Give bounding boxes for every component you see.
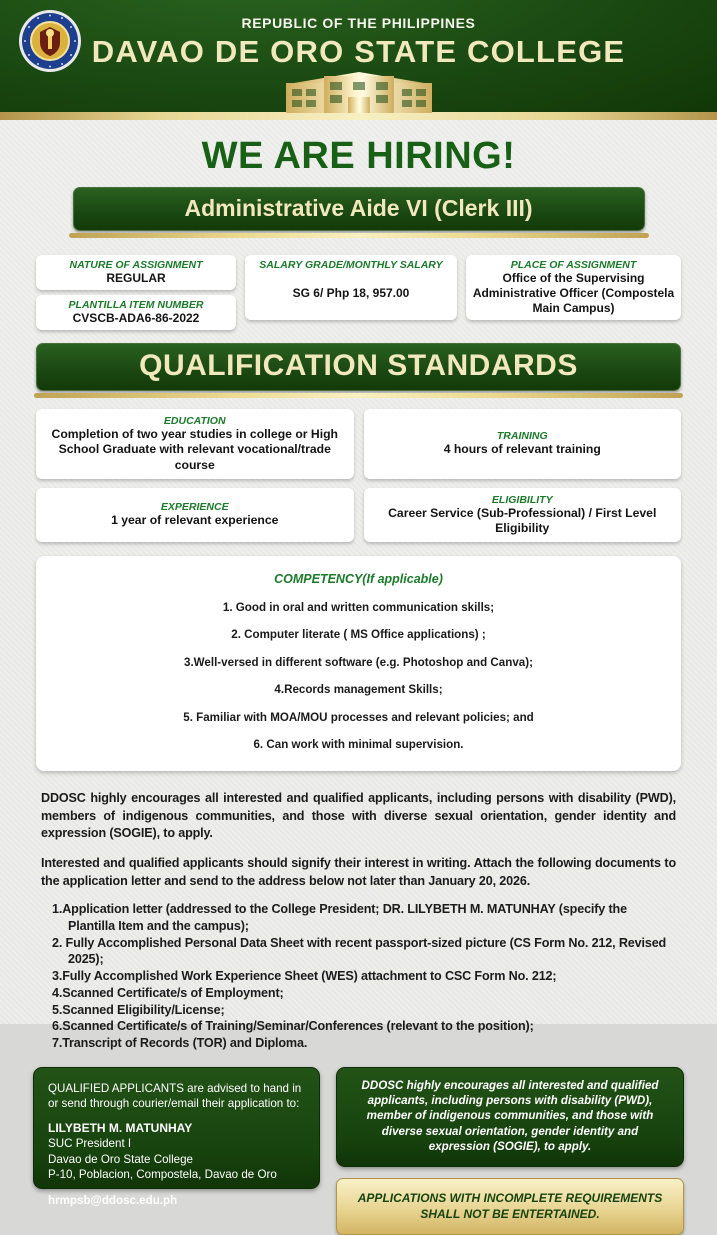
deadline-date: January 20, 2026 <box>428 873 527 888</box>
salary-grade-value: SG 6/ Php 18, 957.00 <box>292 286 410 300</box>
contact-address: P-10, Poblacion, Compostela, Davao de Oro <box>48 1167 277 1181</box>
republic-line: REPUBLIC OF THE PHILIPPINES <box>241 15 476 31</box>
qualification-standards-banner: QUALIFICATION STANDARDS <box>36 343 681 391</box>
competency-label: COMPETENCY(If applicable) <box>274 572 443 587</box>
experience-box <box>36 488 354 543</box>
place-of-assignment-label: PLACE OF ASSIGNMENT <box>510 259 637 271</box>
sogie-paragraph: DDOSC highly encourages all interested and qualified applicants, including persons with disability (PWD), members of indigenous communities, and those with diverse sexual orientation, gender identity and expression (SOGIE), to apply. <box>41 791 676 840</box>
plantilla-item-label: PLANTILLA ITEM NUMBER <box>68 299 204 311</box>
document-item: 5.Scanned Eligibility/License; <box>52 1002 225 1017</box>
instructions-text: . <box>526 873 531 888</box>
place-of-assignment-value: Office of the Supervising Administrative Officer (Compostela Main Campus) <box>472 271 675 315</box>
plantilla-item-box <box>36 295 236 330</box>
competency-item: 6. Can work with minimal supervision. <box>253 738 464 752</box>
competency-item: 2. Computer literate ( MS Office applications) ; <box>231 628 486 642</box>
eligibility-box <box>364 488 682 543</box>
position-title-banner <box>73 187 645 231</box>
contact-intro: QUALIFIED APPLICANTS are advised to hand in or send through courier/email their application to: <box>48 1081 302 1110</box>
position-title: Administrative Aide VI (Clerk III) <box>184 195 533 221</box>
contact-title: SUC President I <box>48 1137 132 1151</box>
experience-eligibility-row <box>36 488 681 543</box>
education-box <box>36 409 354 479</box>
contact-box <box>33 1067 320 1207</box>
instructions-text: Interested and qualified applicants should signify their interest in <box>41 856 427 871</box>
document-item: 6.Scanned Certificate/s of Training/Seminar/Conferences (relevant to the position); <box>52 1019 534 1034</box>
education-label: EDUCATION <box>163 415 226 427</box>
plantilla-item-value: CVSCB-ADA6-86-2022 <box>72 311 200 325</box>
salary-grade-label: SALARY GRADE/MONTHLY SALARY <box>259 259 443 271</box>
assignment-details-row <box>36 255 681 330</box>
contact-email: hrmpsb@ddosc.edu.ph <box>48 1193 178 1207</box>
instructions-text: . Attach the following documents to the application letter and send to the address below not later than <box>41 856 677 888</box>
nature-of-assignment-label: NATURE OF ASSIGNMENT <box>69 259 203 271</box>
document-item: 4.Scanned Certificate/s of Employment; <box>52 985 284 1000</box>
eligibility-value: Career Service (Sub-Professional) / First Level Eligibility <box>388 505 657 535</box>
education-value: Completion of two year studies in college or High School Graduate with relevant vocational/trade course <box>51 427 338 472</box>
experience-value: 1 year of relevant experience <box>111 513 279 528</box>
hiring-headline: WE ARE HIRING! <box>201 135 516 177</box>
document-item: 1.Application letter (addressed to the College President; DR. LILYBETH M. MATUNHAY (specify the Plantilla Item and the campus); <box>52 902 627 933</box>
nature-of-assignment-value: REGULAR <box>106 271 166 285</box>
competency-item: 3.Well-versed in different software (e.g. Photoshop and Canva); <box>184 655 533 669</box>
contact-org: Davao de Oro State College <box>48 1152 194 1166</box>
position-gold-underline <box>69 233 649 238</box>
college-seal-icon <box>18 9 82 73</box>
competency-item: 1. Good in oral and written communication skills; <box>222 600 495 614</box>
application-instructions-paragraph <box>41 855 676 890</box>
competency-item: 5. Familiar with MOA/MOU processes and relevant policies; and <box>183 710 534 724</box>
footer-section <box>33 1067 684 1235</box>
competency-box <box>36 556 681 771</box>
contact-name: LILYBETH M. MATUNHAY <box>48 1120 193 1135</box>
college-name: DAVAO DE ORO STATE COLLEGE <box>91 34 626 69</box>
campus-building-icon <box>266 69 452 120</box>
nature-of-assignment-box <box>36 255 236 290</box>
assignment-detail-column <box>36 255 236 330</box>
salary-grade-box <box>245 255 457 320</box>
place-of-assignment-box <box>466 255 681 320</box>
education-training-row <box>36 409 681 479</box>
qualification-gold-underline <box>34 393 683 398</box>
sogie-notice-box: DDOSC highly encourages all interested and qualified applicants, including persons with disability (PWD), member of indigenous communities, and those with diverse sexual orientation, gender identity and expression (SOGIE), to apply. <box>336 1067 684 1167</box>
document-item: 7.Transcript of Records (TOR) and Diploma. <box>52 1036 308 1050</box>
writing-emphasis: writing <box>426 856 468 871</box>
document-item: 2. Fully Accomplished Personal Data Sheet with recent passport-sized picture (CS Form No. 212, Revised 2025); <box>52 935 667 967</box>
training-box <box>364 409 682 479</box>
training-label: TRAINING <box>496 430 548 443</box>
incomplete-requirements-warning: APPLICATIONS WITH INCOMPLETE REQUIREMENTS SHALL NOT BE ENTERTAINED. <box>336 1178 684 1234</box>
document-item: 3.Fully Accomplished Work Experience Sheet (WES) attachment to CSC Form No. 212; <box>52 969 557 984</box>
required-documents-list <box>52 901 673 1052</box>
competency-item: 4.Records management Skills; <box>274 683 443 697</box>
footer-right-column <box>336 1067 684 1235</box>
training-value: 4 hours of relevant training <box>443 442 601 457</box>
eligibility-label: ELIGIBILITY <box>491 493 553 506</box>
experience-label: EXPERIENCE <box>160 501 229 514</box>
header-banner <box>0 0 717 112</box>
